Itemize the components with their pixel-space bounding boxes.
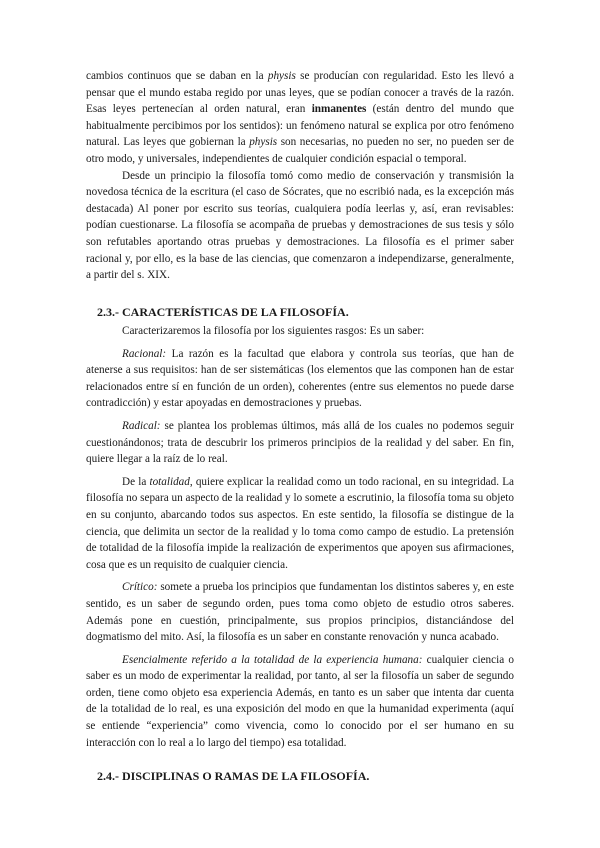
feature-term: Radical: [122, 419, 161, 432]
feature-experiencia [86, 652, 514, 752]
feature-text: , quiere explicar la realidad como un todo racional, en su integridad. La filosofía no separa un aspecto de la realidad y lo somete a escrutinio, la filosofía toma su objeto en su conjunto, abarcando todos sus aspectos. En este sentido, la filosofía se distingue de la ciencia, que delimita un sector de la realidad y lo toma como campo de estudio. La pretensión de totalidad de la filosofía impide la realización de experimentos que apoyen sus afirmaciones, cosa que es un requisito de cualquier ciencia. [86, 475, 515, 571]
text-run: son necesarias, no pueden no ser, no pueden ser de otro modo, y universales, independientes de cualquier condición espacial o temporal. [86, 136, 514, 165]
term-inmanentes: inmanentes [311, 103, 367, 116]
text-run: De la [122, 475, 150, 488]
feature-text: somete a prueba los principios que fundamentan los distintos saberes y, en este sentido, es un saber de segundo orden, pues toma como objeto de estudio otros saberes. Además pone en cuestión, principalmente, sus propios principios, distanciándose del dogmatismo del mito. Así, la filosofía es un saber en constante renovación y nunca acabado. [86, 581, 514, 644]
term-physis: physis [249, 136, 278, 149]
term-physis: physis [267, 70, 296, 82]
feature-radical [86, 418, 514, 468]
feature-term: Esencialmente referido a la totalidad de la experiencia humana: [122, 653, 423, 666]
section-lead: Caracterizaremos la filosofía por los siguientes rasgos: Es un saber: [122, 325, 425, 337]
intro-paragraph-2: Desde un principio la filosofía tomó como medio de conservación y transmisión la novedosa técnica de la escritura (el caso de Sócrates, que no escribió nada, es la excepción más destacada) Al poner por escrito sus teorías, cualquiera podía leerlas y, así, eran revisables: podían cuestionarse. La filosofía se acompaña de pruebas y demostraciones de sus tesis y sólo son refutables aportando otras pruebas y demostraciones. La filosofía es el primer saber racional y, por ello, es la base de las ciencias, que comenzaron a independizarse, generalmente, a partir del s. XIX. [86, 169, 514, 282]
feature-text: cualquier ciencia o saber es un modo de experimentar la realidad, por tanto, al ser la filosofía un saber de segundo orden, tiene como objeto esa experiencia Además, en tanto es un saber que intenta dar cuenta de la totalidad de lo real, es una exposición del modo en que la humanidad experimenta (aquí se entiende “experiencia” como vivencia, como lo conocido por el ser humano en su interacción con lo real a lo largo del tiempo) esa totalidad. [86, 653, 514, 749]
feature-text: se plantea los problemas últimos, más allá de los cuales no podemos seguir cuestionándonos; trata de descubrir los primeros principios de la realidad y del saber. En fin, quiere llegar a la raíz de lo real. [86, 419, 514, 466]
text-run: cambios continuos que se daban en la [86, 70, 268, 82]
feature-term: Crítico: [122, 581, 158, 594]
feature-text: La razón es la facultad que elabora y controla sus teorías, que han de atenerse a sus requisitos: han de ser sistemáticas (los elementos que las componen han de estar relacionados entre sí en función de un orden), coherentes (entre sus elementos no puede darse contradicción) y estar apoyadas en demostraciones y pruebas. [86, 347, 514, 410]
feature-totalidad [86, 474, 514, 574]
feature-critico [86, 579, 514, 645]
section-2-3-body [86, 323, 514, 751]
feature-racional [86, 346, 514, 412]
text-run: (están dentro del mundo que habitualmente percibimos por los sentidos): un fenómeno natural se explica por otro fenómeno natural. Las leyes que gobiernan la [86, 103, 514, 149]
intro-paragraph-1 [86, 68, 514, 168]
section-heading-2-4: 2.4.- DISCIPLINAS O RAMAS DE LA FILOSOFÍA. [97, 769, 370, 783]
feature-term: Racional: [122, 347, 167, 360]
feature-term: totalidad [149, 475, 190, 488]
section-heading-2-3: 2.3.- CARACTERÍSTICAS DE LA FILOSOFÍA. [97, 305, 349, 319]
text-run: se producían con regularidad. Esto les llevó a pensar que el mundo estaba regido por unas leyes, que se podían conocer a través de la razón. Esas leyes pertenecían al orden natural, eran [86, 70, 514, 116]
intro-block [86, 68, 514, 284]
